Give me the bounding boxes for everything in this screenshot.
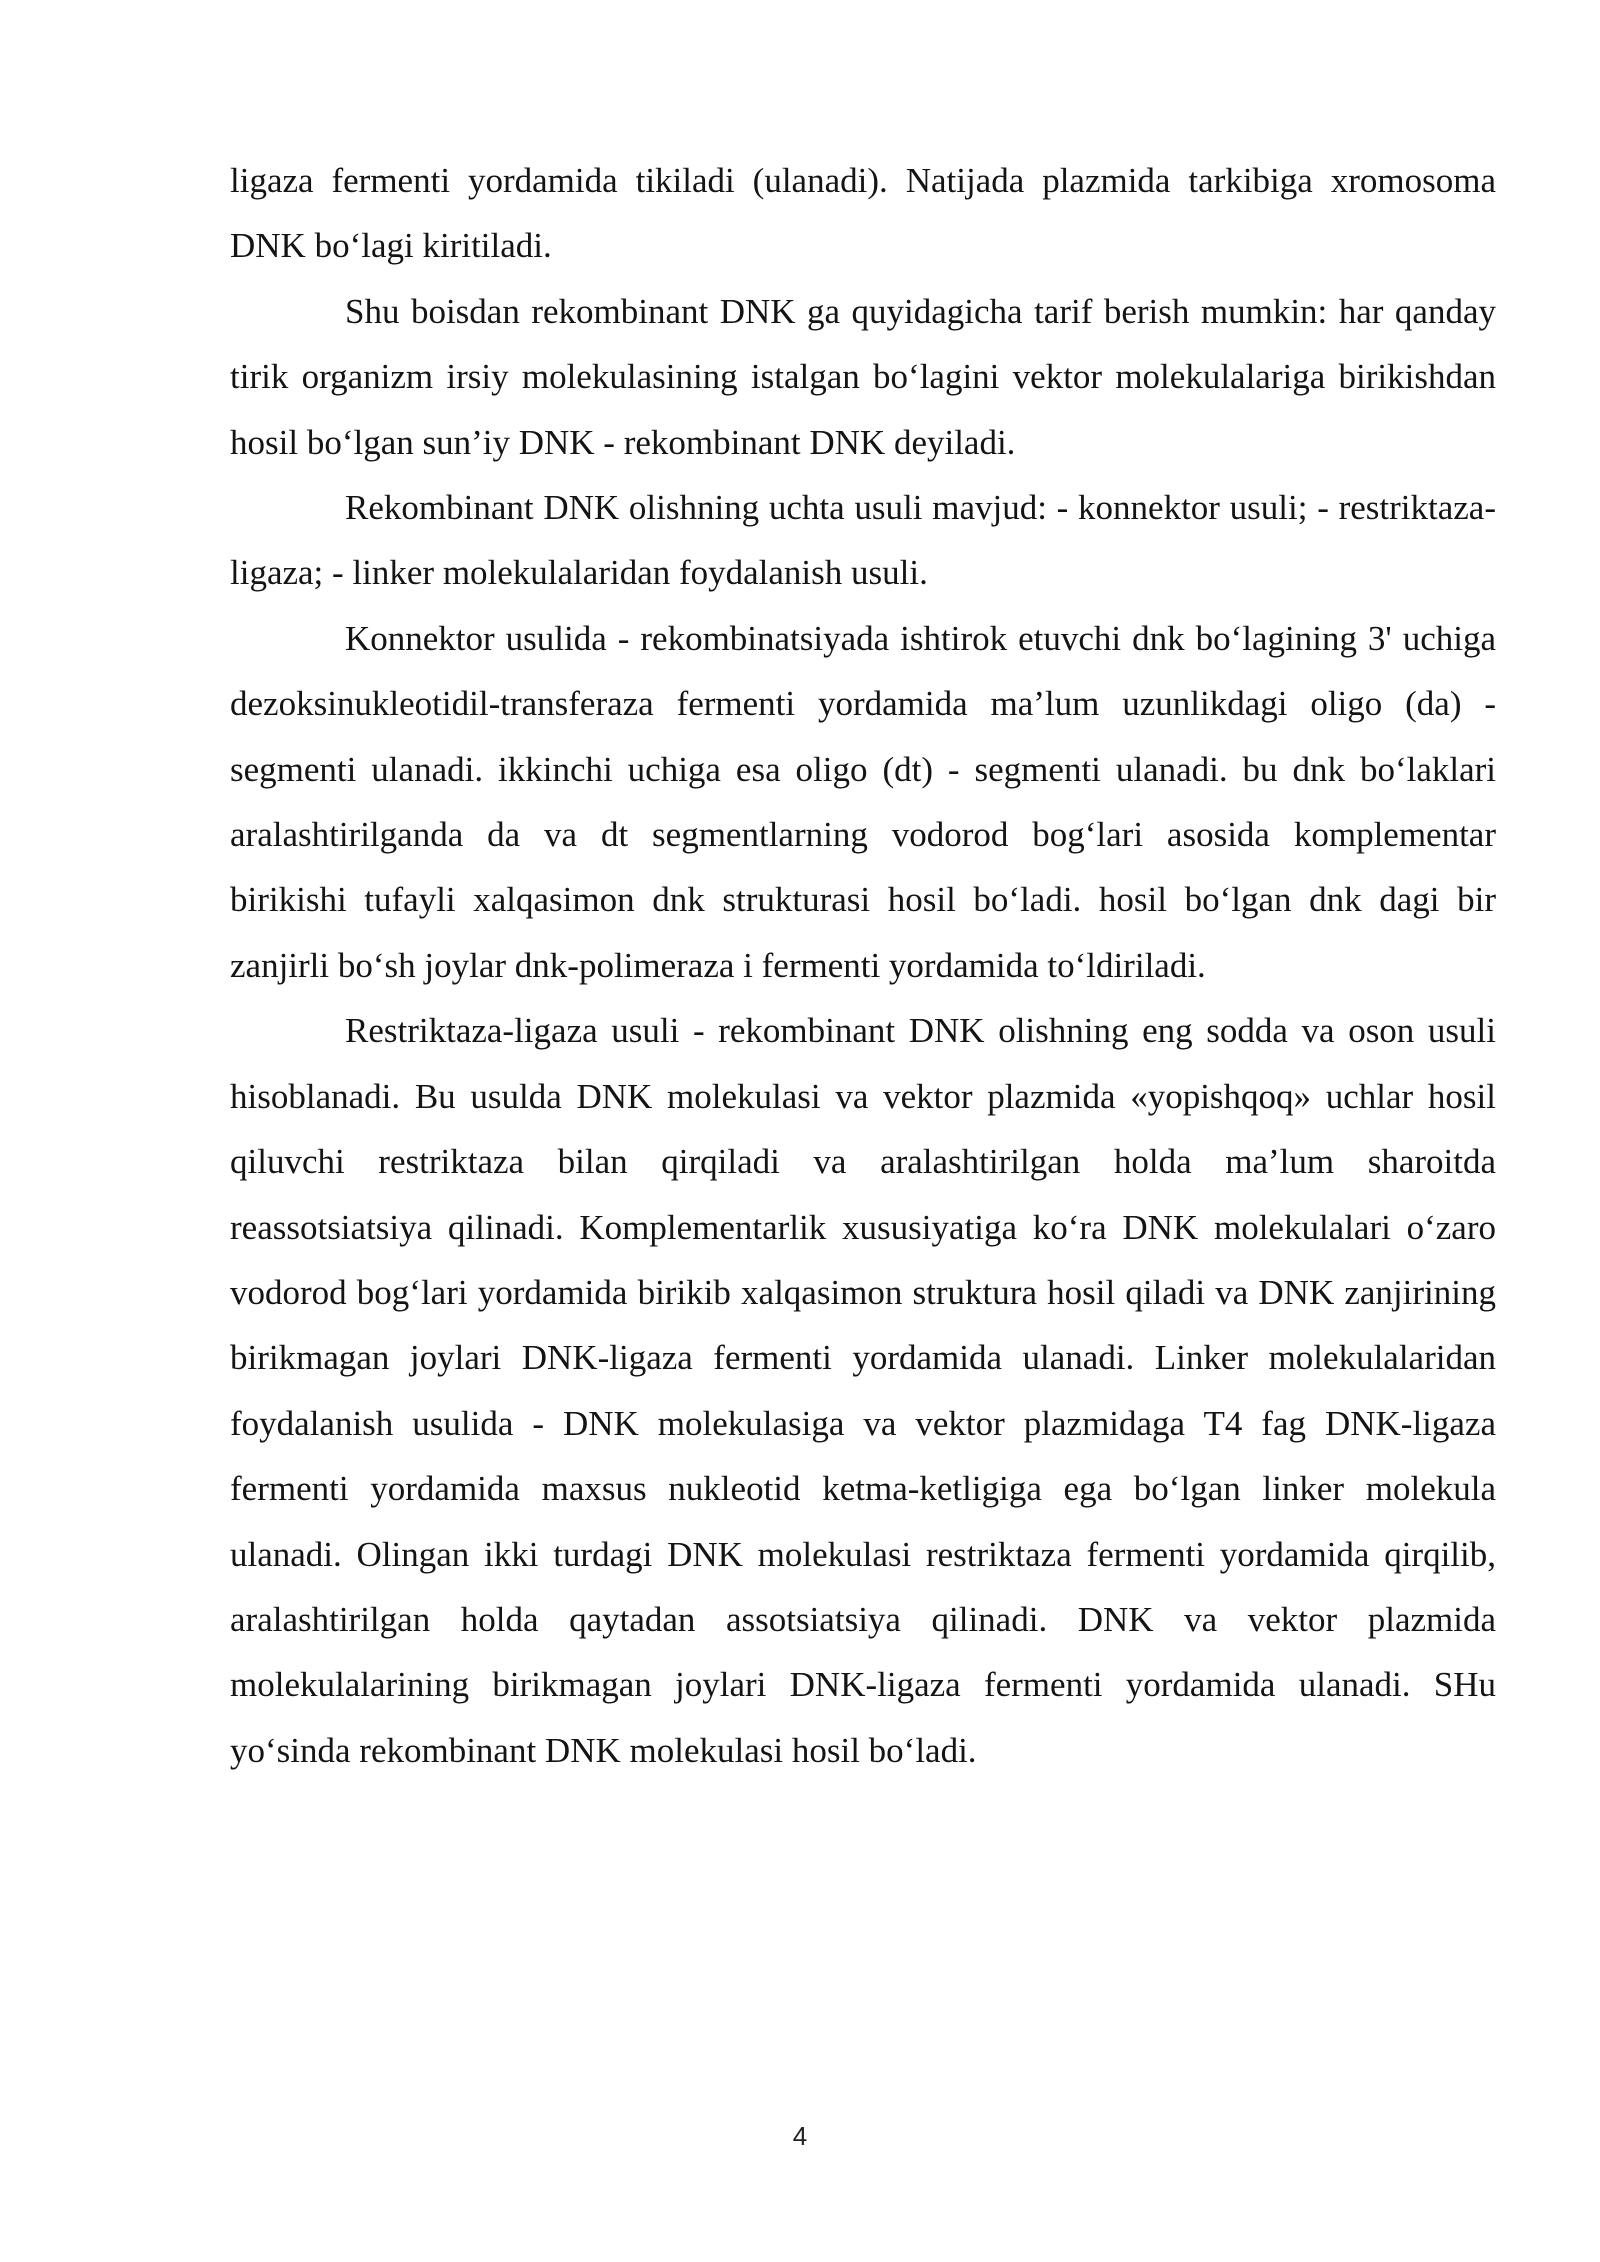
paragraph-restriction-ligase-method: Restriktaza-ligaza usuli - rekombinant DNK olishning eng sodda va oson usuli hisoblanadi. Bu usulda DNK molekulasi va vektor plazmida «yopishqoq» uchlar hosil qiluvchi restriktaza bilan qirqiladi va aralashtirilgan holda ma’lum sharoitda reassotsiatsiya qilinadi. Komplementarlik xususiyatiga ko‘ra DNK molekulalari o‘zaro vodorod bog‘lari yordamida birikib xalqasimon struktura hosil qiladi va DNK zanjirining birikmagan joylari DNK-ligaza fermenti yordamida ulanadi. Linker molekulalaridan foydalanish usulida - DNK molekulasiga va vektor plazmidaga T4 fag DNK-ligaza fermenti yordamida maxsus nukleotid ketma-ketligiga ega bo‘lgan linker molekula ulanadi. Olingan ikki turdagi DNK molekulasi restriktaza fermenti yordamida qirqilib, aralashtirilgan holda qaytadan assotsiatsiya qilinadi. DNK va vektor plazmida molekulalarining birikmagan joylari DNK-ligaza fermenti yordamida ulanadi. SHu yo‘sinda rekombinant DNK molekulasi hosil bo‘ladi. xyxy=(230,1011,1496,1770)
page-number: 4 xyxy=(792,2121,808,2151)
paragraph-definition: Shu boisdan rekombinant DNK ga quyidagicha tarif berish mumkin: har qanday tirik organizm irsiy molekulasining istalgan bo‘lagini vektor molekulalariga birikishdan hosil bo‘lgan sun’iy DNK - rekombinant DNK deyiladi. xyxy=(230,291,1496,462)
paragraph-connector-method: Konnektor usulida - rekombinatsiyada ishtirok etuvchi dnk bo‘lagining 3' uchiga dezoksinukleotidil-transferaza fermenti yordamida ma’lum uzunlikdagi oligo (da) - segmenti ulanadi. ikkinchi uchiga esa oligo (dt) - segmenti ulanadi. bu dnk bo‘laklari aralashtirilganda da va dt segmentlarning vodorod bog‘lari asosida komplementar birikishi tufayli xalqasimon dnk strukturasi hosil bo‘ladi. hosil bo‘lgan dnk dagi bir zanjirli bo‘sh joylar dnk-polimeraza i fermenti yordamida to‘ldiriladi. xyxy=(230,618,1496,985)
paragraph-continuation: ligaza fermenti yordamida tikiladi (ulanadi). Natijada plazmida tarkibiga xromosoma DNK bo‘lagi kiritiladi. xyxy=(230,161,1496,266)
document-body xyxy=(230,148,1496,1783)
paragraph-methods-list: Rekombinant DNK olishning uchta usuli mavjud: - konnektor usuli; - restriktaza-ligaza; - linker molekulalaridan foydalanish usuli. xyxy=(230,488,1496,593)
